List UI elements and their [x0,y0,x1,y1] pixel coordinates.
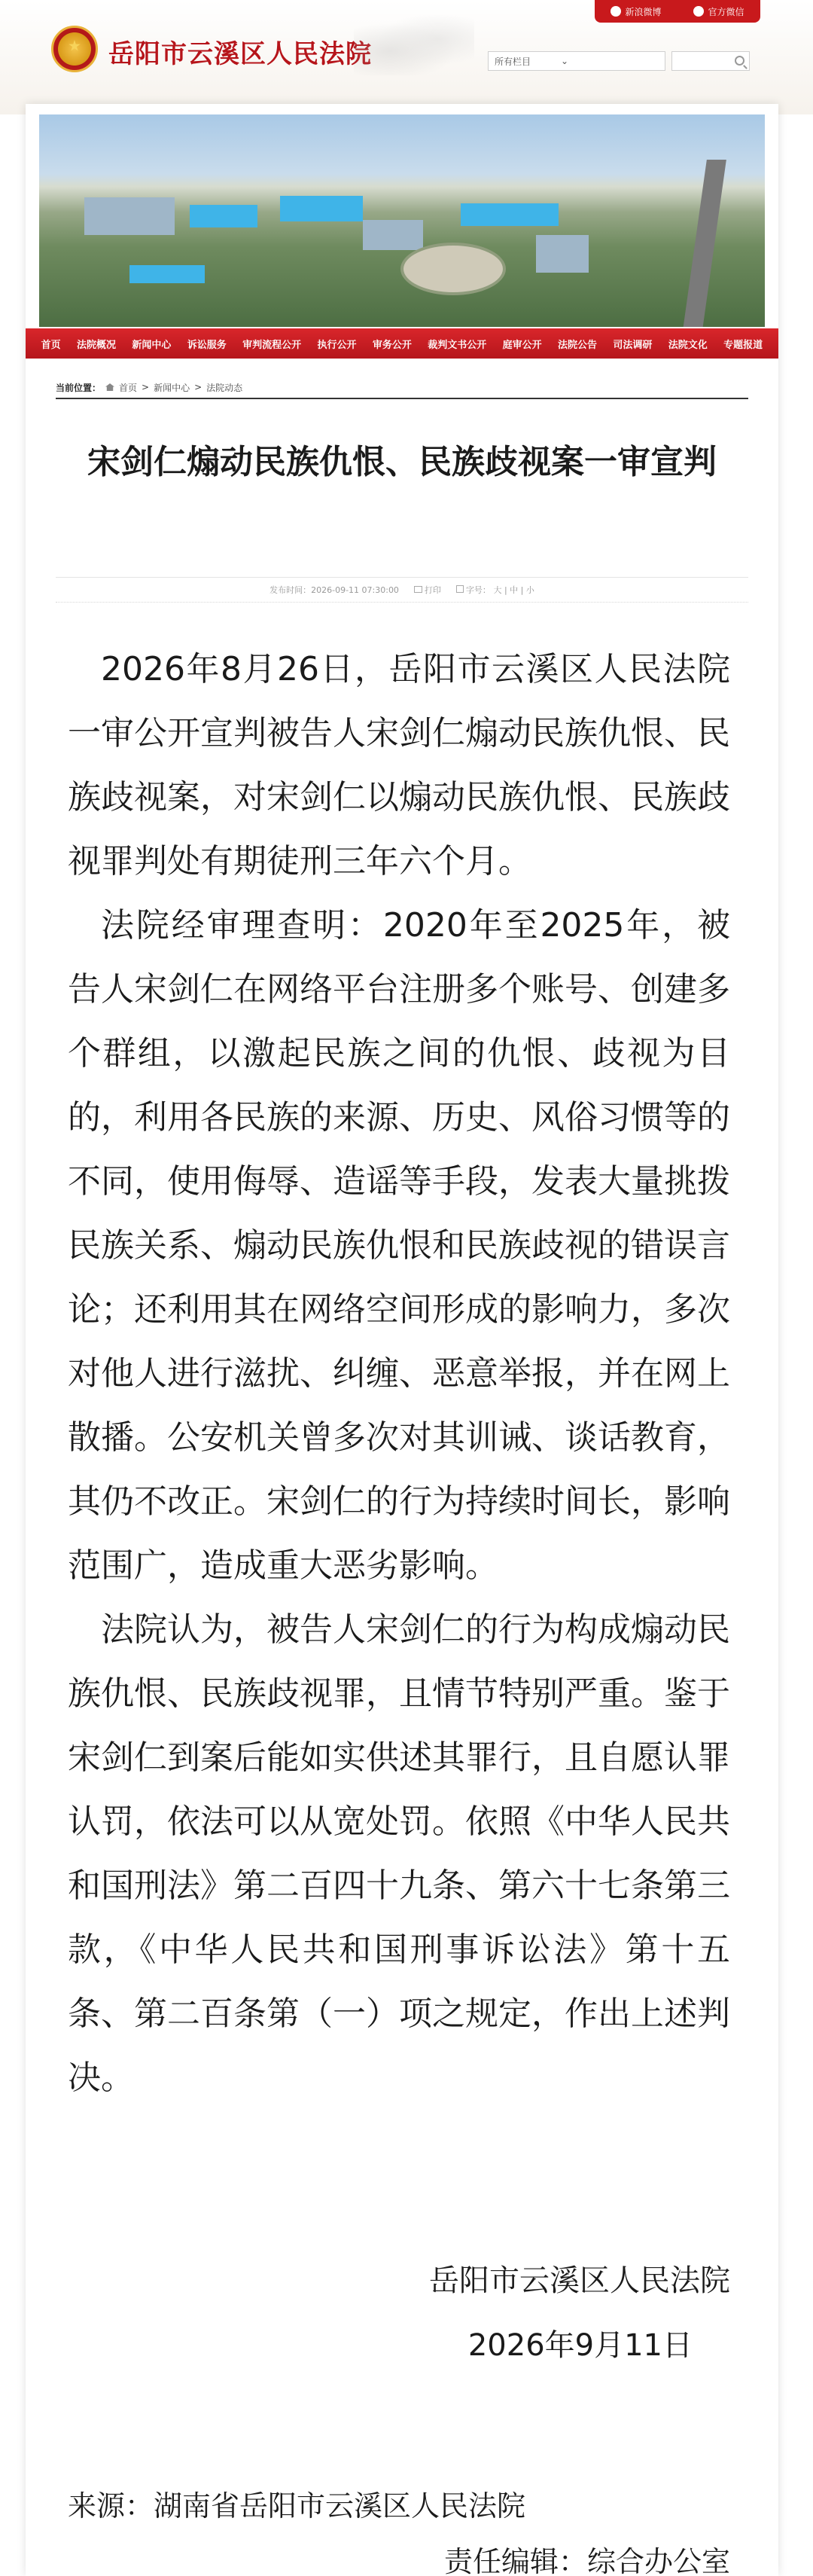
nav-item-home[interactable]: 首页 [41,339,61,351]
nav-item-hearings[interactable]: 庭审公开 [502,339,542,351]
nav-item-execution[interactable]: 执行公开 [317,339,357,351]
breadcrumb-separator: > [194,382,202,392]
home-icon [105,383,114,391]
wechat-icon [693,6,704,17]
nav-item-overview[interactable]: 法院概况 [77,339,117,351]
nav-item-notices[interactable]: 法院公告 [558,339,598,351]
breadcrumb-home[interactable]: 首页 [119,382,138,393]
wechat-link[interactable] [693,5,744,18]
nav-item-research[interactable]: 司法调研 [613,339,653,351]
article-paragraph: 法院认为，被告人宋剑仁的行为构成煽动民族仇恨、民族歧视罪，且情节特别严重。鉴于宋剑仁到案后能如实供述其罪行，且自愿认罪认罚，依法可以从宽处罚。依照《中华人民共和国刑法》第二百四十九条、第六十七条第三款，《中华人民共和国刑事诉讼法》第十五条、第二百条第（一）项之规定，作出上述判决。 [68,1610,730,2097]
font-size-medium[interactable]: 中 [510,585,519,595]
nav-item-affairs[interactable]: 审务公开 [372,339,412,351]
signature-org: 岳阳市云溪区人民法院 [429,2263,730,2298]
font-size-icon [456,585,464,593]
article-body [68,637,730,2110]
print-icon [414,586,422,593]
banner-building [129,265,205,283]
responsible-editor: 责任编辑：综合办公室 [443,2545,730,2576]
weibo-label: 新浪微博 [625,6,662,17]
publish-time: 发布时间：2026-09-11 07:30:00 [269,585,399,595]
font-size-small[interactable]: 小 [525,585,534,595]
print-button[interactable] [414,584,441,596]
font-size-large[interactable]: 大 [493,585,502,595]
breadcrumb-court-news[interactable]: 法院动态 [206,382,243,393]
article-paragraph: 法院经审理查明：2020年至2025年，被告人宋剑仁在网络平台注册多个账号、创建多个群组，以激起民族之间的仇恨、歧视为目的，利用各民族的来源、历史、风俗习惯等的不同，使用侮辱、造谣等手段，发表大量挑拨民族关系、煽动民族仇恨和民族歧视的错误言论；还利用其在网络空间形成的影响力，多次对他人进行滋扰、纠缠、恶意举报，并在网上散播。公安机关曾多次对其训诫、谈话教育，其仍不改正。宋剑仁的行为持续时间长，影响范围广，造成重大恶劣影响。 [68,906,730,1585]
signature-date: 2026年9月11日 [467,2328,693,2363]
banner-aerial-photo [39,114,765,327]
site-title[interactable]: 岳阳市云溪区人民法院 [108,39,372,69]
nav-item-specials[interactable]: 专题报道 [723,339,763,351]
banner-plaza [400,243,506,295]
wechat-label: 官方微信 [708,6,744,17]
breadcrumb [56,377,748,399]
site-header [0,0,813,114]
header-decoration [354,15,474,75]
search-icon[interactable] [735,56,744,66]
column-select-value: 所有栏目 [495,56,531,67]
font-size-label: 字号： [465,585,491,595]
article-paragraph: 2026年8月26日，岳阳市云溪区人民法院一审公开宣判被告人宋剑仁煽动民族仇恨、民族歧视案，对宋剑仁以煽动民族仇恨、民族歧视罪判处有期徒刑三年六个月。 [68,650,730,881]
banner-building [363,220,423,250]
banner-building [84,197,175,235]
nav-item-judgments[interactable]: 裁判文书公开 [428,339,487,351]
font-size-separator: | [504,585,507,595]
breadcrumb-label: 当前位置： [56,382,102,393]
banner-building [190,205,257,227]
banner-road [681,160,726,327]
nav-item-litigation[interactable]: 诉讼服务 [187,339,227,351]
font-size-separator: | [520,585,524,595]
banner-building [280,196,363,221]
search-input[interactable] [671,51,750,71]
social-links [595,0,760,23]
nav-item-trial-process[interactable]: 审判流程公开 [242,339,302,351]
chevron-down-icon: ⌄ [561,56,569,66]
banner-building [461,203,559,226]
weibo-icon [611,6,621,17]
font-size-control [456,584,534,596]
court-emblem-logo [51,26,98,72]
breadcrumb-separator: > [142,382,150,392]
main-nav [26,328,778,359]
banner-building [536,235,589,273]
article-title: 宋剑仁煽动民族仇恨、民族歧视案一审宣判 [87,443,717,481]
column-select[interactable] [488,51,665,71]
article-source: 来源：湖南省岳阳市云溪区人民法院 [68,2489,526,2523]
breadcrumb-news[interactable]: 新闻中心 [154,382,190,393]
weibo-link[interactable] [611,5,661,18]
print-label: 打印 [424,585,441,595]
nav-item-news[interactable]: 新闻中心 [132,339,172,351]
article-meta [56,577,748,603]
nav-item-culture[interactable]: 法院文化 [668,339,708,351]
